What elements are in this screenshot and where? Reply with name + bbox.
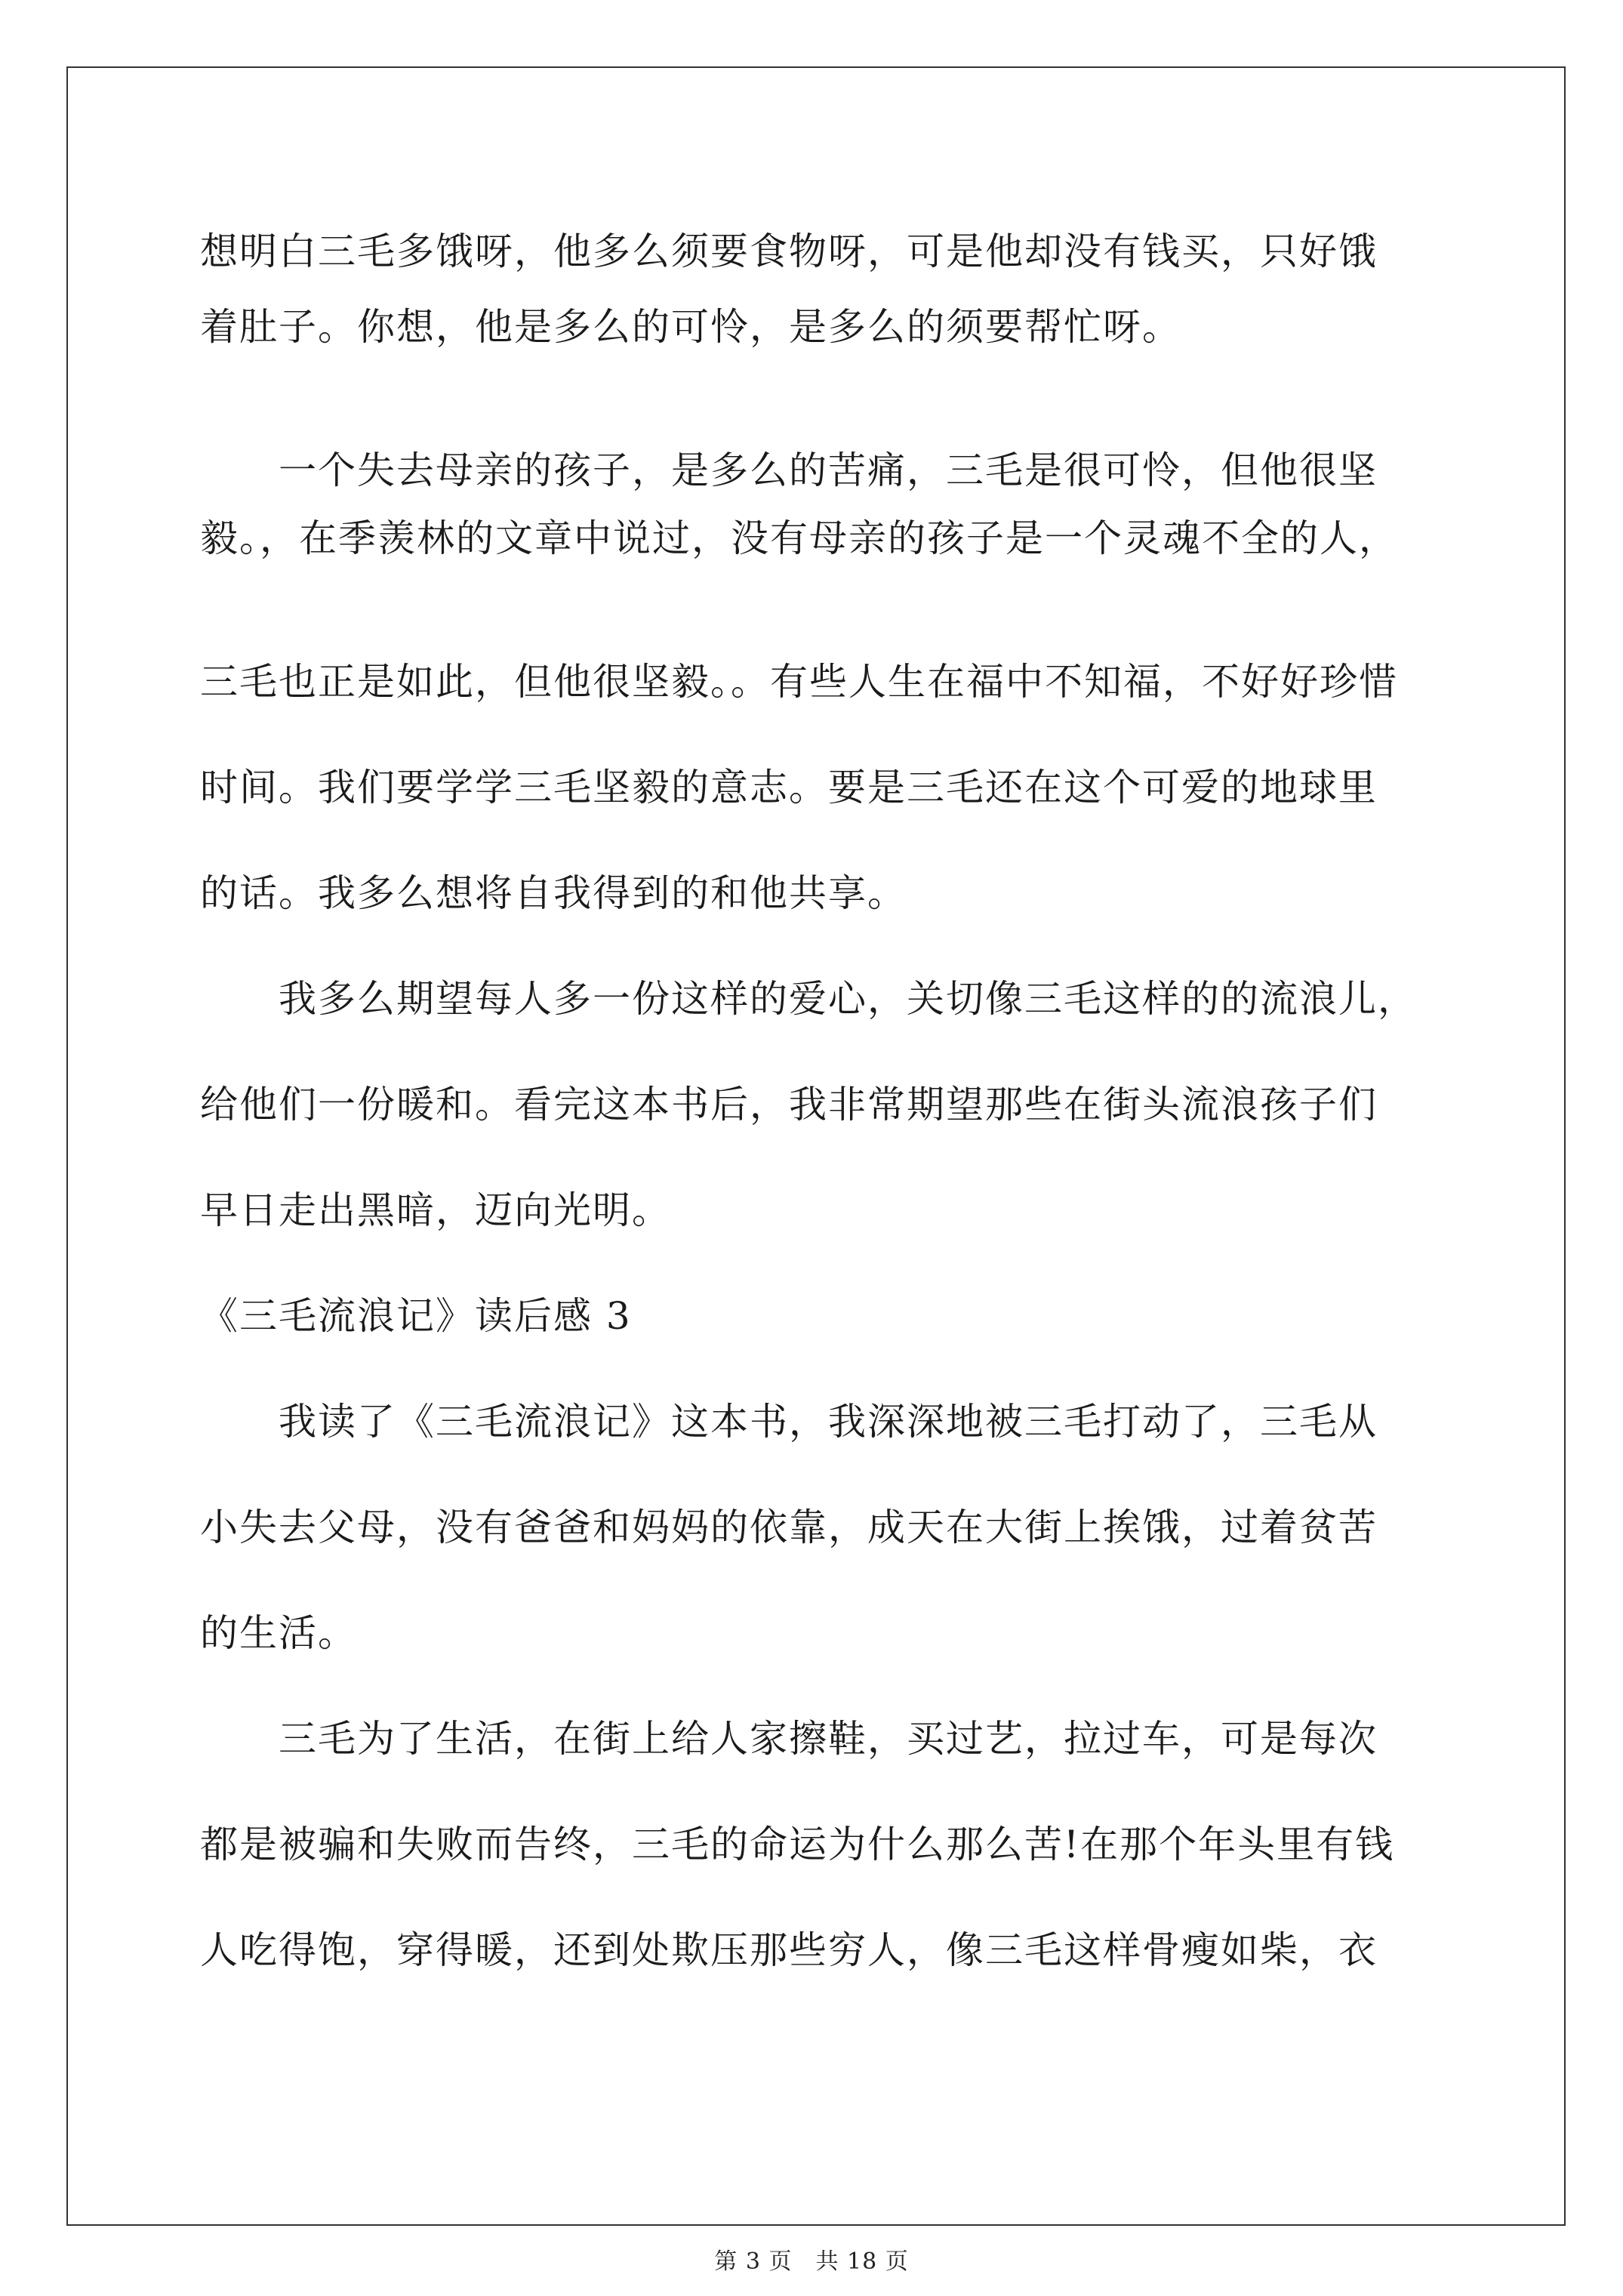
text-line: 的话。我多么想将自我得到的和他共享。 [200, 871, 907, 915]
paragraph-start: 三毛为了生活，在街上给人家擦鞋，买过艺，拉过车，可是每次 [200, 1717, 1378, 1761]
text-line: 着肚子。你想，他是多么的可怜，是多么的须要帮忙呀。 [200, 305, 1181, 349]
page-border [66, 66, 1566, 2226]
text-line: 三毛也正是如此，但他很坚毅。。有些人生在福中不知福，不好好珍惜 [200, 660, 1398, 704]
section-heading: 《三毛流浪记》读后感 3 [200, 1294, 632, 1338]
text-line: 人吃得饱，穿得暖，还到处欺压那些穷人，像三毛这样骨瘦如柴，衣 [200, 1928, 1378, 1972]
text-line: 都是被骗和失败而告终，三毛的命运为什么那么苦!在那个年头里有钱 [200, 1823, 1395, 1866]
text-line: 时间。我们要学学三毛坚毅的意志。要是三毛还在这个可爱的地球里 [200, 766, 1378, 809]
text-line: 给他们一份暖和。看完这本书后，我非常期望那些在街头流浪孩子们 [200, 1083, 1378, 1126]
paragraph-start: 我读了《三毛流浪记》这本书，我深深地被三毛打动了，三毛从 [200, 1400, 1378, 1444]
paragraph-start: 一个失去母亲的孩子，是多么的苦痛，三毛是很可怜，但他很坚 [200, 448, 1378, 492]
text-line: 早日走出黑暗，迈向光明。 [200, 1188, 671, 1232]
page-number-footer: 第 3 页 共 18 页 [714, 2248, 909, 2275]
paragraph-start: 我多么期望每人多一份这样的爱心，关切像三毛这样的的流浪儿， [200, 977, 1417, 1021]
text-line: 小失去父母，没有爸爸和妈妈的依靠，成天在大街上挨饿，过着贫苦 [200, 1505, 1378, 1549]
text-line: 想明白三毛多饿呀，他多么须要食物呀，可是他却没有钱买，只好饿 [200, 230, 1378, 273]
text-line: 的生活。 [200, 1611, 357, 1655]
text-line: 毅。，在季羡林的文章中说过，没有母亲的孩子是一个灵魂不全的人， [200, 516, 1398, 560]
